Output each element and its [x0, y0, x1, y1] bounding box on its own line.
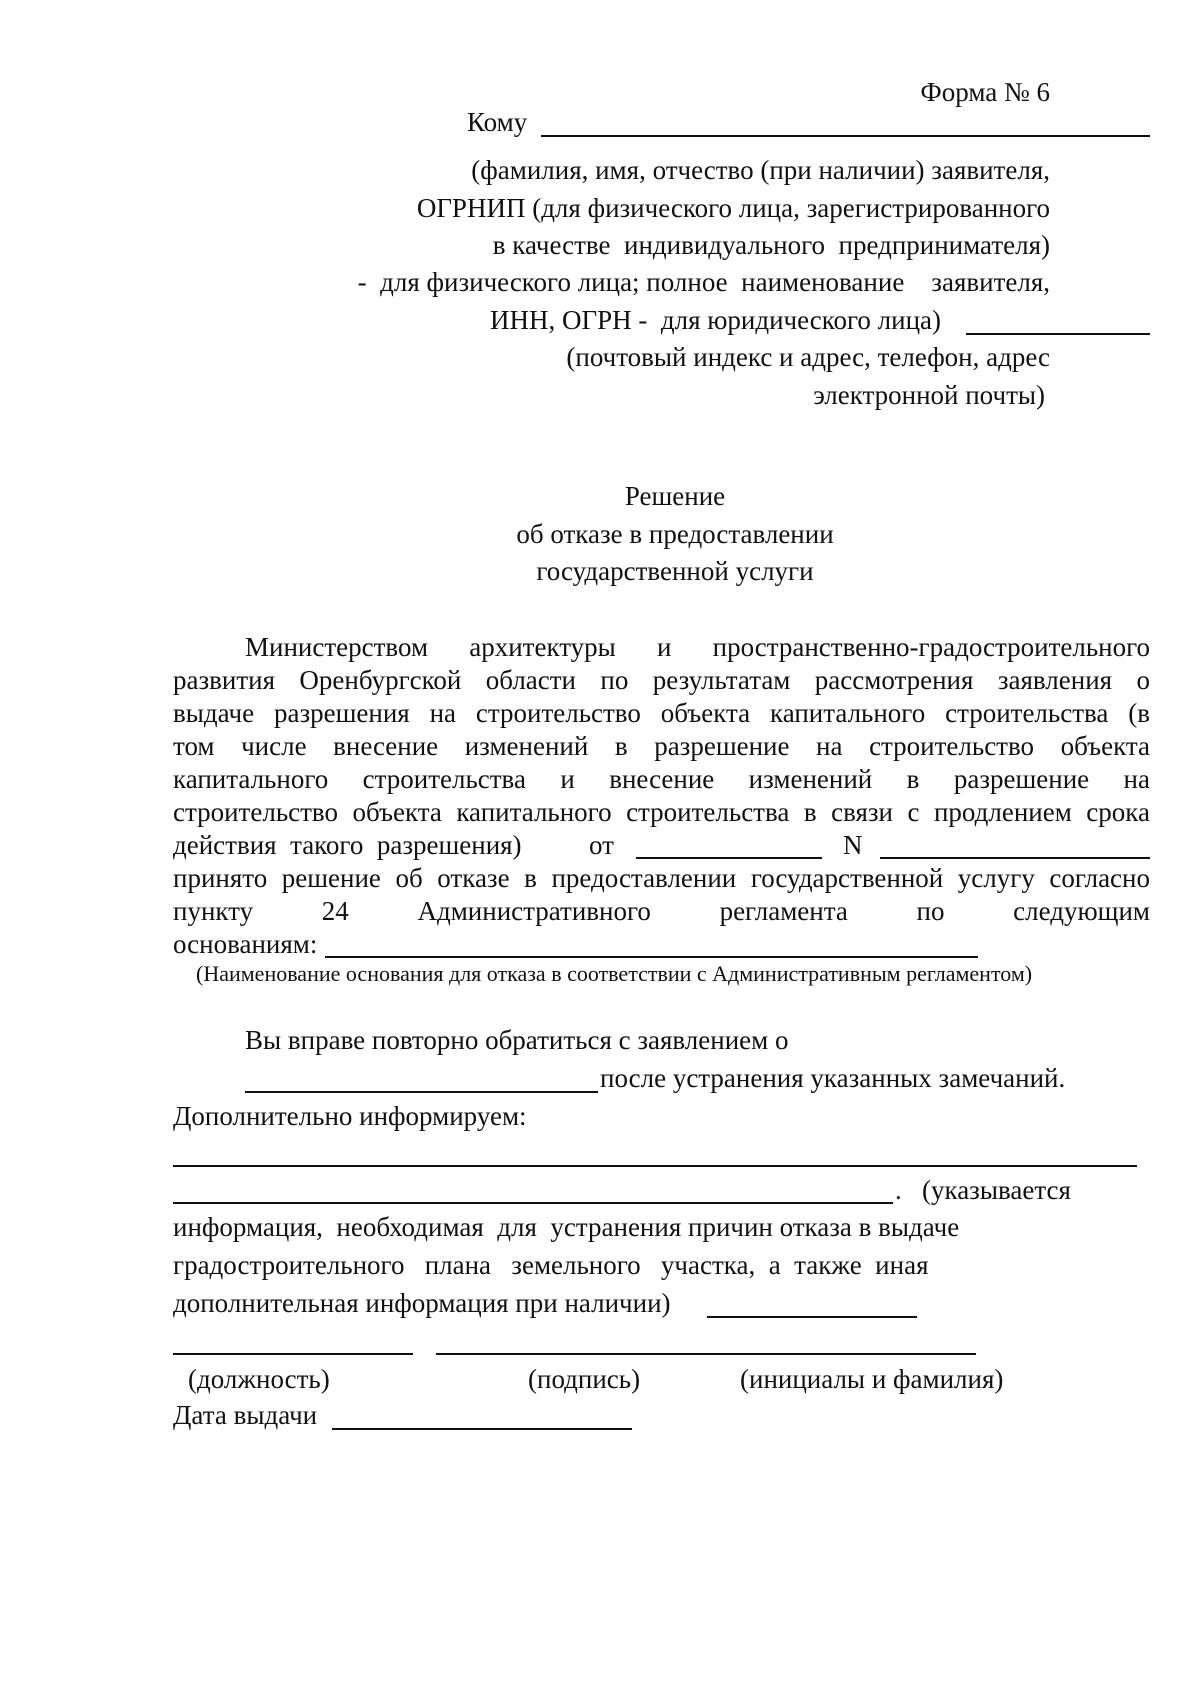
number-prefix: N: [843, 830, 863, 860]
document-subtitle: государственной услуги: [536, 556, 814, 586]
position-blank[interactable]: [173, 1353, 413, 1355]
date-prefix: от: [589, 830, 614, 860]
signature-blank[interactable]: [436, 1353, 976, 1355]
form-number: Форма № 6: [920, 77, 1050, 107]
body-line: пункту 24 Административного регламента по следующим: [173, 896, 1150, 926]
issue-date-label: Дата выдачи: [173, 1400, 318, 1430]
additional-note-line: дополнительная информация при наличии): [173, 1288, 671, 1318]
decision-number-blank[interactable]: [880, 857, 1150, 859]
additional-blank[interactable]: [173, 1165, 1137, 1167]
body-line: развития Оренбургской области по результатам рассмотрения заявления о: [173, 665, 1150, 695]
recipient-note-line: ИНН, ОГРН - для юридического лица): [490, 305, 942, 335]
recipient-note-line: - для физического лица; полное наименование заявителя,: [357, 267, 1050, 297]
body-line: капитального строительства и внесение изменений в разрешение на: [173, 764, 1150, 794]
recipient-note-line: ОГРНИП (для физического лица, зарегистрированного: [416, 193, 1050, 223]
signature-caption: (подпись): [528, 1364, 641, 1394]
issue-date-blank[interactable]: [332, 1428, 632, 1430]
recipient-note-line: электронной почты): [813, 380, 1045, 410]
document-subtitle: об отказе в предоставлении: [516, 519, 834, 549]
body-line: действия такого разрешения): [173, 830, 522, 860]
additional-label: Дополнительно информируем:: [173, 1101, 527, 1131]
grounds-note: (Наименование основания для отказа в соответствии с Административным регламентом): [196, 961, 1033, 986]
decision-date-blank[interactable]: [636, 857, 822, 859]
position-caption: (должность): [188, 1364, 330, 1394]
reapply-blank[interactable]: [245, 1091, 598, 1093]
document-title: Решение: [624, 481, 726, 511]
body-line: принято решение об отказе в предоставлении государственной услугу согласно: [173, 863, 1150, 893]
body-line: выдаче разрешения на строительство объекта капитального строительства (в: [173, 698, 1150, 728]
grounds-blank[interactable]: [325, 956, 978, 958]
additional-note-start: . (указывается: [895, 1175, 1071, 1205]
additional-blank[interactable]: [173, 1202, 893, 1204]
grounds-label: основаниям:: [173, 929, 318, 959]
recipient-label: Кому: [467, 107, 528, 137]
reapply-line: после устранения указанных замечаний.: [600, 1063, 1066, 1093]
recipient-note-line: (фамилия, имя, отчество (при наличии) заявителя,: [471, 155, 1050, 185]
body-line: том числе внесение изменений в разрешение на строительство объекта: [173, 731, 1150, 761]
additional-note-line: градостроительного плана земельного участка, а также иная: [173, 1250, 929, 1280]
recipient-blank[interactable]: [541, 135, 1150, 137]
name-caption: (инициалы и фамилия): [740, 1364, 1004, 1394]
body-line: Министерством архитектуры и пространственно-градостроительного: [245, 632, 1150, 662]
body-line: строительство объекта капитального строительства в связи с продлением срока: [173, 797, 1150, 827]
recipient-address-blank[interactable]: [966, 333, 1150, 335]
reapply-line: Вы вправе повторно обратиться с заявлением о: [245, 1025, 789, 1055]
additional-info-blank[interactable]: [707, 1316, 917, 1318]
recipient-note-line: в качестве индивидуального предпринимателя): [492, 230, 1050, 260]
additional-note-line: информация, необходимая для устранения причин отказа в выдаче: [173, 1212, 960, 1242]
recipient-note-line: (почтовый индекс и адрес, телефон, адрес: [566, 342, 1050, 372]
